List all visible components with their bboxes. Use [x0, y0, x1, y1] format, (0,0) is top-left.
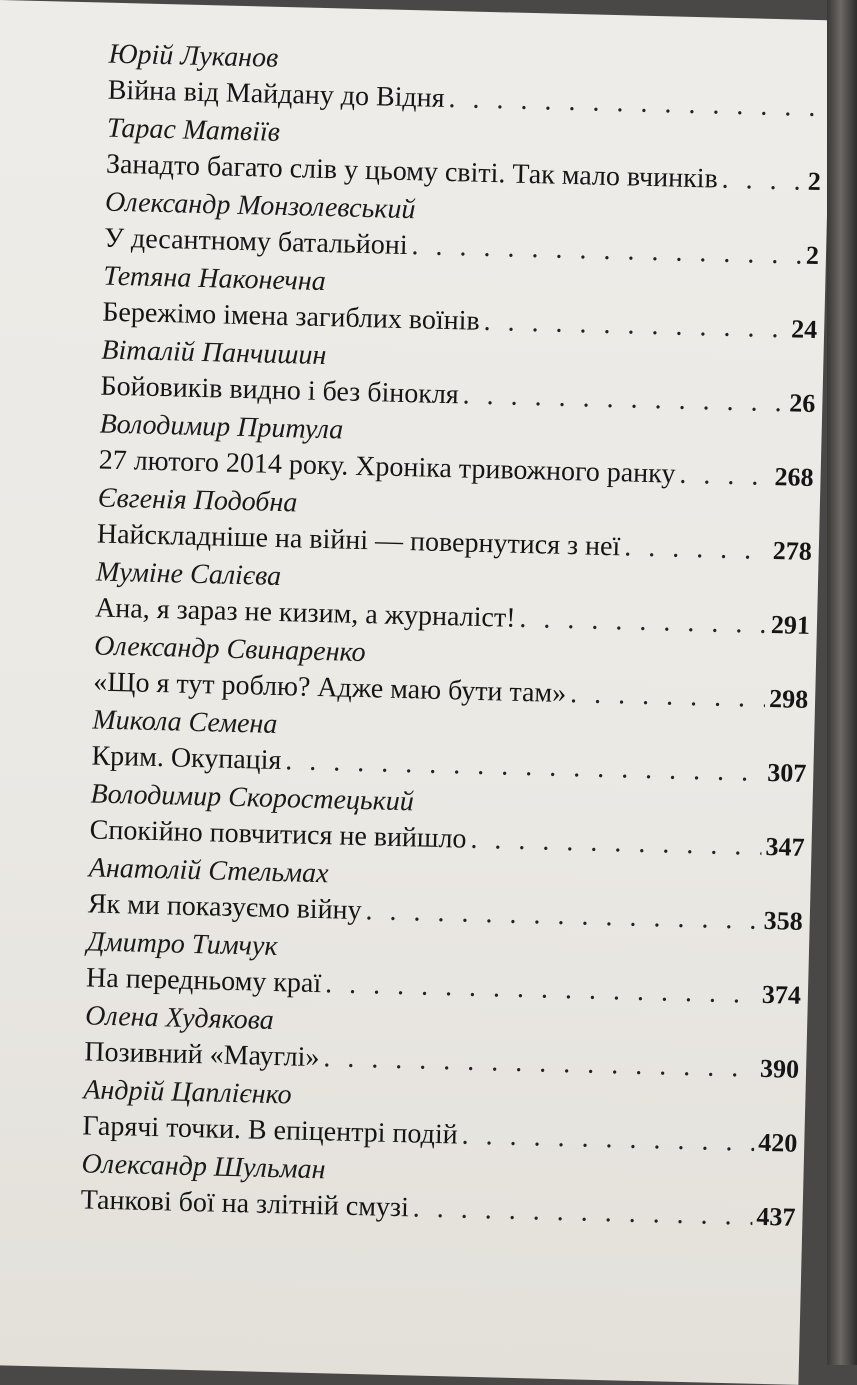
- author-name: Микола Семена: [92, 704, 278, 740]
- dot-leader: [519, 601, 767, 643]
- entry-title: Гарячі точки. В епіцентрі подій: [82, 1110, 459, 1151]
- page-number: 374: [761, 979, 802, 1010]
- author-name: Дмитро Тимчук: [86, 926, 278, 963]
- page-number: 2: [805, 240, 820, 271]
- dot-leader: [721, 162, 804, 200]
- author-name: Олександр Свинаренко: [93, 630, 366, 669]
- page-number: 268: [774, 462, 814, 493]
- page-number: 437: [756, 1201, 796, 1232]
- dot-leader: [462, 377, 786, 421]
- author-name: Володимир Скоростецький: [90, 778, 415, 818]
- author-name: Андрій Цаплієнко: [83, 1074, 292, 1111]
- entry-title: Найскладніше на війні — повернутися з неї: [96, 518, 621, 563]
- entry-title: Спокійно повчитися не вийшло: [89, 814, 467, 855]
- page-number: 298: [768, 684, 809, 714]
- table-of-contents: [80, 37, 824, 1238]
- dot-leader: [461, 1118, 755, 1161]
- page-number: 390: [759, 1053, 800, 1084]
- book-spine-edge: [827, 0, 857, 1365]
- author-name: Юрій Луканов: [108, 38, 279, 74]
- author-name: Тарас Матвіїв: [106, 112, 281, 148]
- author-name: Віталій Панчишин: [101, 334, 327, 372]
- entry-title: Як ми показуємо війну: [87, 888, 363, 927]
- author-name: Євгенія Подобна: [97, 482, 298, 519]
- author-name: Олександр Шульман: [81, 1148, 326, 1186]
- entry-title: Бойовиків видно і без бінокля: [100, 370, 460, 411]
- author-name: Анатолій Стельмах: [88, 852, 329, 890]
- dot-leader: [483, 304, 787, 347]
- entry-title: Ана, я зараз не кизим, а журналіст!: [94, 592, 516, 634]
- entry-title: Танкові бої на злітній смузі: [80, 1184, 410, 1224]
- dot-leader: [679, 457, 771, 495]
- author-name: Тетяна Наконечна: [102, 260, 327, 298]
- entry-title: Занадто багато слів у цьому світі. Так мало вчинків: [105, 148, 719, 195]
- dot-leader: [470, 822, 762, 865]
- entry-title: Крим. Окупація: [91, 740, 282, 777]
- entry-title: Війна від Майдану до Відня: [107, 74, 445, 114]
- toc-entry: [80, 1146, 797, 1235]
- dot-leader: [412, 1190, 753, 1234]
- entry-title: Позивний «Мауглі»: [83, 1036, 320, 1074]
- author-name: Олександр Монзолевський: [104, 186, 416, 226]
- author-name: Олена Худякова: [84, 1000, 275, 1036]
- page-number: 24: [790, 314, 818, 345]
- author-name: Муміне Салієва: [95, 556, 282, 593]
- author-name: Володимир Притула: [99, 408, 344, 446]
- dot-leader: [570, 676, 766, 717]
- page-number: 347: [765, 831, 805, 862]
- entry-title: «Що я тут роблю? Адже маю бути там»: [92, 666, 567, 710]
- dot-leader: [448, 81, 819, 126]
- entry-title: Бережімо імена загиблих воїнів: [102, 296, 481, 337]
- page-number: 26: [789, 388, 816, 419]
- entry-title: На передньому краї: [85, 962, 322, 1000]
- entry-title: 27 лютого 2014 року. Хроніка тривожного ранку: [98, 444, 676, 490]
- page-number: 358: [763, 905, 804, 936]
- page-number: 2: [807, 166, 822, 197]
- dot-leader: [624, 529, 769, 569]
- page-number: 291: [770, 610, 811, 640]
- page-number: 278: [772, 536, 813, 566]
- page-number: 307: [767, 757, 807, 788]
- entry-title: У десантному батальйоні: [103, 222, 408, 262]
- page-number: 420: [757, 1127, 798, 1158]
